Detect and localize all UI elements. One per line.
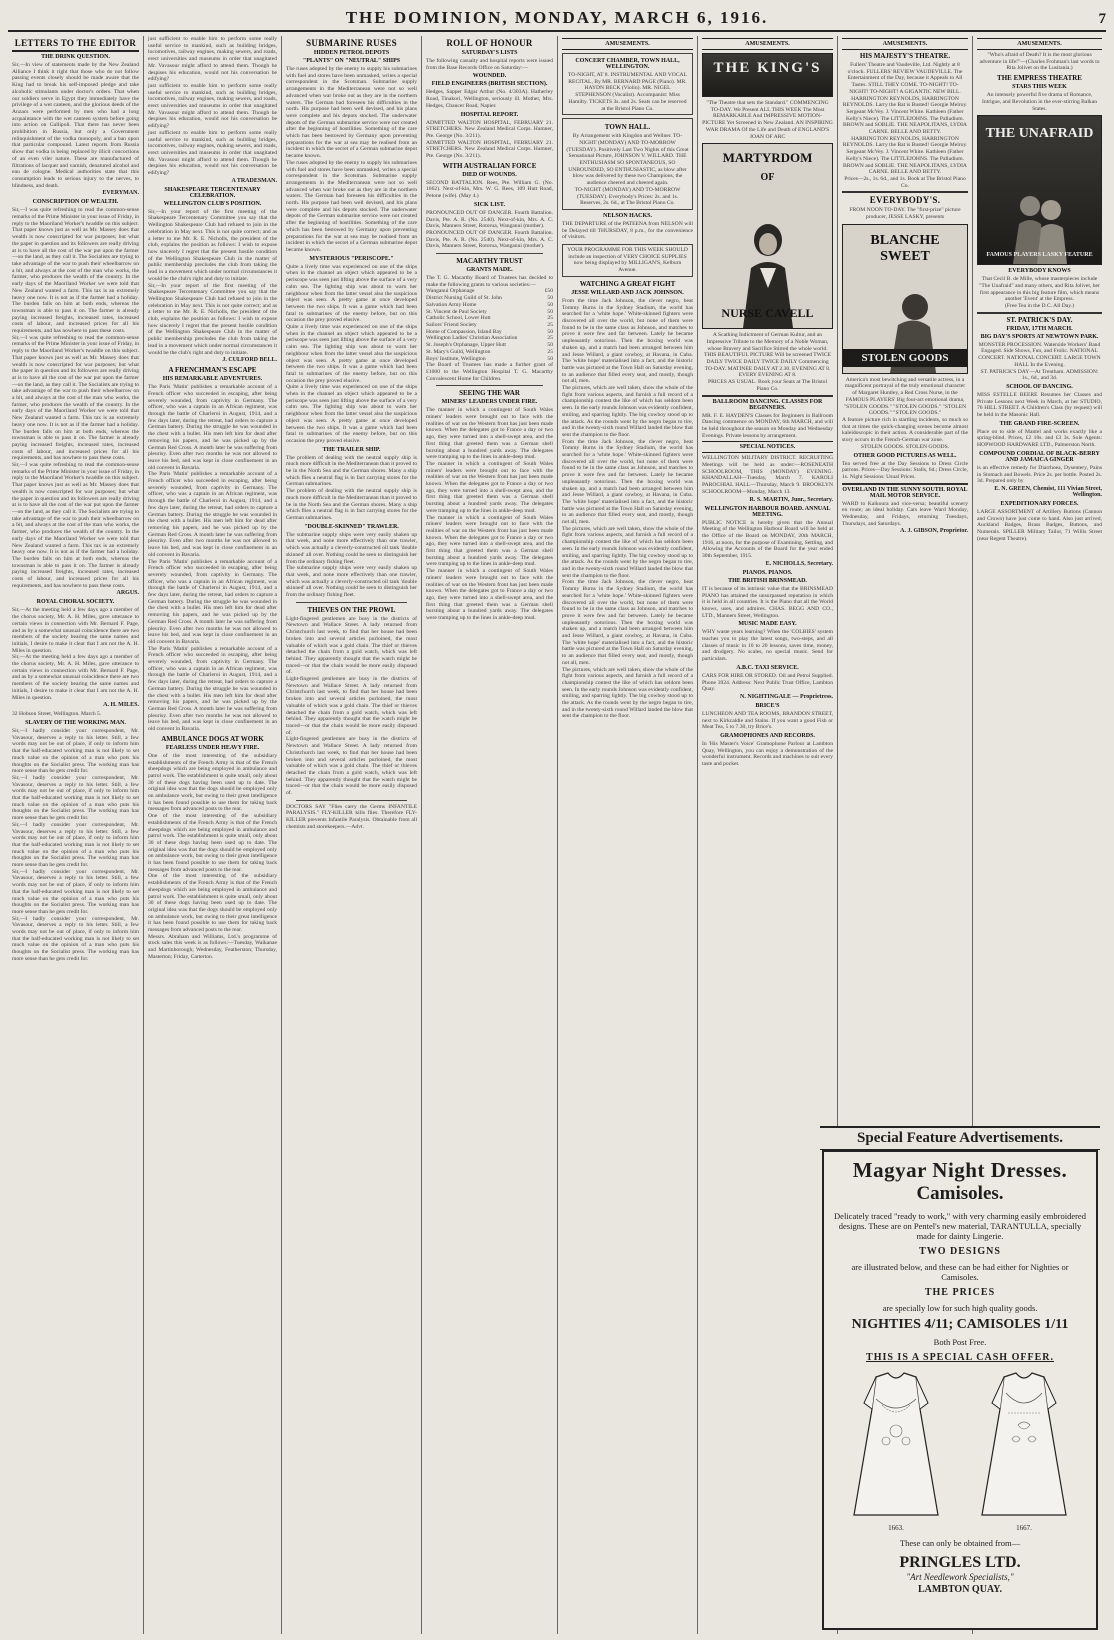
article-subheading: MINERS' LEADERS UNDER FIRE. bbox=[441, 399, 538, 406]
ad-text: America's most bewitching and versatile actress, in a magnificent portrayal of the truly emotional character of Margaret Huntley, a Red Cross Nurse, in the FAMOUS PLAYERS' Big four-act emotional drama, bbox=[844, 376, 966, 403]
ad-text: HARRINGTON REYNOLDS, HARRINGTON REYNOLDS. Larry the Bat is Busted! Georgie Melroy. Sergeant McVey. J. Vincent White. Kathleen (Father Kelly's Niece). The LITTLEJOHNS. The Palladium. BROWN and SOBLIE. THE NEAPOLITANS, LYDIA CARNE. BELLE AND BETTY. bbox=[842, 135, 968, 176]
masthead bbox=[8, 6, 1106, 32]
article-text: Sir,—At the meeting held a few days ago a member of the chorus society, Mr. A. H. Miles, gave utterance to certain views in connection with Mr. Bernard F. Page, and as by a somewhat unusual coincidence there are two members of the society bearing the same names and initials, I desire to make it clear that I am not the A. H. Miles in question. bbox=[12, 607, 139, 654]
article-text: Hedges, Sapper Edgar Arthur (No. 4/303A). Hatherley Road, Tinakori, Wellington, seriously ill. Mother, Mrs. Hedges, Chaucer Road, Napier. bbox=[426, 89, 553, 109]
ad-text: A feature picture rich in startling incidents, so much so that at times the quick-changing scenes become almost kaleidoscopic in their action. A considerable part of the story occurs in the French-German war zone. bbox=[842, 416, 968, 444]
article-text: Sir,—I was quite refreshing to read the common-sense remarks of the Prime Minister in your issue of Friday, in reply to the Maoriland Worker's twaddle on this subject. That paper knows just as well as Mr. Massey does that wealth is now conscripted for war purposes; but what the paper in question and its followers are really driving at is to have all the cost of the war put upon the farmer—on the land, as they call it. The Socialists are trying to take advantage of the war to push their wheelbarrow on a bit, and always at the cost of the man who works, the farmer, who produces the wealth of the country. In the early days of the Maoriland Worker we were told that New Zealand wanted a farm. This tax is an extremely heavy one now. It is not as if the farmer had a holiday. The burden falls on him at both ends, whereas the townsman is able to pass it on. The farmer is already paying increased freights, increased rates, increased costs of labour, and increased prices for all his requirements, and has nowhere to pass these costs. bbox=[12, 462, 139, 589]
article-text: From the time Jack Johnson, the clever negro, beat Tommy Burns in the Sydney Stadium, the world has searched for a 'white hope.' White-skinned fighters were discovered all over the world, but none of them were found to be in the same class as Johnson, and matches to prove it were few and far between. Lately he became unpleasantly notorious. Then the boxing world was shaken up, and a match had been arranged between him and Jesse Willard, a giant cowboy, at Havana, in Cuba. The 'white hope' materialised into a fact, and the historic battle was pictured at the Town Hall on Saturday evening, to an audience that filled every seat, and mostly, though not all, men. bbox=[562, 438, 693, 526]
grants-list bbox=[426, 288, 553, 362]
advertisement-text: DOCTORS SAY "Flies carry the Germs INFANTILE PARALYSIS." FLY-KILLER kills flies. Therefore FLY-KILLER prevents Infantile Paralysis. Obtainable from all chemists and storekeepers.—Advt. bbox=[286, 803, 417, 830]
article-text: ADMITTED WALTON HOSPITAL, FEBRUARY 21. STRETCHERS. New Zealand Medical Corps. Hamner, Pte. George (No. 3/211). bbox=[426, 119, 553, 139]
article-text: From the time Jack Johnson, the clever negro, beat Tommy Burns in the Sydney Stadium, the world has searched for a 'white hope.' White-skinned fighters were discovered all over the world, but none of them were found to be in the same class as Johnson, and matches to prove it were few and far between. Lately he became unpleasantly notorious. Then the boxing world was shaken up, and a match had been arranged between him and Jesse Willard, a giant cowboy, at Havana, in Cuba. The 'white hope' materialised into a fact, and the historic battle was pictured at the Town Hall on Saturday evening, to an audience that filled every seat, and mostly, though not all, men. bbox=[562, 297, 693, 385]
article-subheading: FIELD ENGINEERS (BRITISH SECTION). bbox=[431, 81, 548, 88]
article-text: Sir,—In your report of the first meeting of the Shakespeare Tercentenary Committee you say that the Wellington Shakespeare Club had refused to join in the celebration in May next. This is not quite correct; and as a letter to me Mr. R. E. Nicholls, the president of the club, explains the position as follows: I wish to expose how sincerely I regret that the present hostile condition of the Wellington Shakespeare Club in the matter of public membership precludes the club from taking the lead in a movement which under normal circumstances it would be the club's right and duty to initiate. bbox=[148, 208, 277, 282]
article-heading: ROLL OF HONOUR bbox=[446, 38, 533, 48]
grant-amount: 25 bbox=[547, 321, 553, 328]
programme-advertisement bbox=[562, 244, 693, 277]
ad-text: An intensely powerful five drama of Romance, Intrigue, and Revolution in the ever-stirring Balkan States. bbox=[982, 92, 1097, 112]
article-text: Sir,—In your report of the first meeting of the Shakespeare Tercentenary Committee you say that the Wellington Shakespeare Club had refused to join in the celebration in May next. This is not quite correct; and as a letter to me Mr. R. E. Nicholls, the president of the club, explains the position as follows: I wish to expose how sincerely I regret that the present hostile condition of the Wellington Shakespeare Club in the matter of public membership precludes the club from taking the lead in a movement which under normal circumstances it would be the club's right and duty to initiate. bbox=[148, 282, 277, 356]
poster-title: NURSE CAVELL bbox=[721, 306, 814, 321]
article-text: Light-fingered gentlemen are busy in the districts of Newtown and Wallace Street. A lady returned from Christchurch last week, to find that her house had been broken into and several articles purloined, the most valuable of which was a gold chain. The thief or thieves detached the chain from a gold watch, which was left behind. They apparently thought that the watch might be traced—or that the chain would be more easily disposed of. bbox=[286, 676, 417, 736]
divider bbox=[296, 800, 407, 801]
article-subheading: "DOUBLE-SKINNED" TRAWLER. bbox=[304, 523, 399, 530]
article-heading: SEEING THE WAR bbox=[459, 389, 520, 398]
ad-heading: ST. PATRICK'S DAY. bbox=[1006, 315, 1073, 324]
article-text: Sir,—I was quite refreshing to read the common-sense remarks of the Prime Minister in your issue of Friday, in reply to the Maoriland Worker's twaddle on this subject. That paper knows just as well as Mr. Massey does that wealth is now conscripted for war purposes; but what the paper in question and its followers are really driving at is to have all the cost of the war put upon the farmer—on the land, as they call it. The Socialists are trying to take advantage of the war to push their wheelbarrow on a bit, and always at the cost of the man who works, the farmer, who produces the wealth of the country. In the early days of the Maoriland Worker we were told that New Zealand wanted a farm. This tax is an extremely heavy one now. It is not as if the farmer had a holiday. The burden falls on him at both ends, whereas the townsman is able to pass it on. The farmer is already paying increased freights, increased rates, increased costs of labour, and increased prices for all his requirements, and has nowhere to pass these costs. bbox=[12, 207, 139, 335]
grant-row bbox=[426, 309, 553, 316]
section-heading: LETTERS TO THE EDITOR bbox=[12, 38, 139, 52]
ad-text: In 'His Master's Voice' Gramophone Parlour at Lambton Quay, Wellington, you can enjoy a demonstration of the wonderful instrument. Records and machines to suit every taste and pocket. bbox=[702, 741, 833, 768]
ad-text: TO-NIGHT (MONDAY) AND TO-MORROW (TUESDAY). Everybody's Prices: 2s. and 1s. Reserves, 2s. 6d., at The Bristol Piano Co. bbox=[574, 186, 681, 207]
article-subheading: DIED OF WOUNDS. bbox=[462, 171, 517, 178]
ad-heading: EVERYBODY'S. bbox=[869, 195, 941, 206]
ad-title: Magyar Night Dresses. bbox=[852, 1158, 1068, 1182]
grant-amount: 25 bbox=[547, 348, 553, 355]
notice-text: WELLINGTON MILITARY DISTRICT. RECRUITING Meetings will be held as under:—ROSENEATH SCHOOLROOM, THIS (MONDAY) EVENING. KHANDALLAH—Tuesday, March 7. KAROLI PAROCHIAL HALL—Thursday, March 9. BROOKLYN SCHOOLROOM—Monday, March 13. bbox=[702, 455, 833, 495]
notice-text: PUBLIC NOTICE is hereby given that the Annual Meeting of the Wellington Harbour Board will be held at the Office of the Board on MONDAY, 20th MARCH, 1916, at noon, for the purpose of Examining, Settling, and Allowing the Accounts of the Board for the year ended 30th September, 1915. bbox=[702, 519, 833, 560]
grant-recipient: District Nursing Guild of St. John bbox=[426, 295, 502, 302]
divider bbox=[436, 253, 543, 254]
article-text: Sir,—In view of statements made by the New Zealand Alliance I think it right that those who do not follow passing events closely should be made aware that the King had to break his self-imposed pledge and take alcoholic stimulants under doctor's orders. That when our soldiers serve in Egypt they immediately have the privilege of a wet canteen, and the glorious deeds of the Anzacs were performed by men who had a long acquaintance with the wet canteen system before going into action on Gallipoli. That there has never been prohibition in Russia, but only a Government relinquishment of the vodka monopoly, and a ban upon that particular compound. Latest reports from Russia show that vodka is being replaced by illicit concoctions of an even viler nature. These are manufactured of filtrations of lacquer and varnish, denatured alcohol and eau de cologne. Medical authorities state that this consumption leads to serious injury to the nerves, to blindness, and death. bbox=[12, 62, 139, 189]
ad-signature: A. J. GIBSON, Proprietor. bbox=[900, 528, 968, 535]
grant-amount: 50 bbox=[547, 308, 553, 315]
poster-title: THE UNAFRAID bbox=[985, 126, 1094, 142]
ad-subheading: BIG DAY'S SPORTS AT NEWTOWN PARK. bbox=[980, 333, 1099, 340]
article-text: The T. G. Macarthy Board of Trustees has decided to make the following grants to various societies:— bbox=[426, 275, 553, 288]
ad-heading: THE GRAND FIRE-SCREEN. bbox=[999, 420, 1080, 427]
grant-row bbox=[426, 335, 553, 342]
ad-body: Both Post Free. bbox=[933, 1337, 987, 1347]
kings-theatre-banner bbox=[702, 53, 833, 97]
ad-text: HARRINGTON REYNOLDS, HARRINGTON REYNOLDS. Larry the Bat is Busted! Georgie Melroy. Sergeant McVey. J. Vincent White. Kathleen (Father Kelly's Niece). The LITTLEJOHNS. The Palladium. BROWN and SOBLIE. THE NEAPOLITANS, LYDIA CARNE. BELLE AND BETTY. bbox=[842, 95, 968, 136]
ad-price-line: NIGHTIES 4/11; CAMISOLES 1/11 bbox=[851, 1317, 1069, 1332]
ad-heading: OTHER GOOD PICTURES AS WELL. bbox=[853, 452, 957, 459]
ad-text: THIS BEAUTIFUL PICTURE Will be screened TWICE DAILY TWICE DAILY TWICE DAILY Commencing TO-DAY. MATINEE DAILY AT 2.30. EVENING AT 8. EVERY EVENING AT 8. bbox=[703, 352, 832, 379]
grant-row bbox=[426, 342, 553, 349]
ad-subheading: STARS THIS WEEK bbox=[1012, 84, 1067, 91]
article-heading: MACARTHY TRUST bbox=[456, 257, 523, 266]
article-text: One of the most interesting of the subsidiary establishments of the French Army is that of the French sheepdogs which are being employed in ambulance and patrol work. The establishment is quite small, only about 30 of these dogs having been used up to date. The original idea was that the dogs should be employed only on ambulance work, but owing to their great intelligence it has been found possible to use them for taking back messages from advanced posts to the rear. bbox=[148, 752, 277, 813]
ad-text: THE DEPARTURE of the PATEENA from NELSON will be Delayed till THURSDAY, 8 p.m., for the convenience of visitors. bbox=[562, 220, 693, 241]
divider bbox=[842, 483, 968, 485]
article-text: Quite a lively time was experienced on one of the ships when in the channel an object which appeared to be a periscope was seen just lifting above the surface of a very calm sea. The lighting ship was about to warn her neighbour when from the latter vessel also the suspicious object was seen. A pretty game at once developed between the two ships. It was a game which had been fatal to submarines of the enemy before, but on this occasion the prey proved elusive. bbox=[286, 263, 417, 324]
divider bbox=[702, 395, 833, 397]
article-address: 32 Hobson Street, Wellington. March 5. bbox=[12, 711, 102, 718]
article-text: One of the most interesting of the subsidiary establishments of the French Army is that of the French sheepdogs which are being employed in ambulance and patrol work. The establishment is quite small, only about 30 of these dogs having been used up to date. The original idea was that the dogs should be employed only on ambulance work, but owing to their great intelligence it has been found possible to use them for taking back messages from advanced posts to the rear. bbox=[148, 813, 277, 873]
article-subheading: MYSTERIOUS "PERISCOPE." bbox=[309, 255, 394, 262]
article-signature: ARGUS. bbox=[116, 590, 139, 597]
grant-amount: 25 bbox=[547, 335, 553, 342]
ad-heading: SCHOOL OF DANCING. bbox=[1006, 383, 1073, 390]
ad-heading: GRAMOPHONES AND RECORDS. bbox=[720, 733, 815, 740]
grant-recipient: Salvation Army Home bbox=[426, 301, 477, 308]
ad-heading: MUSIC MADE EASY. bbox=[738, 621, 797, 628]
article-subheading: HIDDEN PETROL DEPOTS bbox=[313, 50, 390, 56]
grant-amount: 50 bbox=[547, 328, 553, 335]
grant-row bbox=[426, 315, 553, 322]
ad-text: is an effective remedy for Diarrhoea, Dysentery, Pains in Stomach and Bowels. Price 2s. per bottle. Posted 2s. 3d. Prepared only by bbox=[977, 464, 1102, 485]
concert-advertisement bbox=[562, 53, 693, 115]
notice-signature: E. NICHOLLS, Secretary. bbox=[765, 560, 833, 567]
nightdress-illustration bbox=[846, 1369, 946, 1519]
section-label: AMUSEMENTS. bbox=[977, 38, 1102, 50]
poster-title: MARTYRDOM bbox=[722, 150, 813, 166]
article-text: From the time Jack Johnson, the clever negro, beat Tommy Burns in the Sydney Stadium, the world has searched for a 'white hope.' White-skinned fighters were discovered all over the world, but none of them were found to be in the same class as Johnson, and matches to prove it were few and far between. Lately he became unpleasantly notorious. Then the boxing world was shaken up, and a match had been arranged between him and Jesse Willard, a giant cowboy, at Havana, in Cuba. The 'white hope' materialised into a fact, and the historic battle was pictured at the Town Hall on Saturday evening, to an audience that filled every seat, and mostly, though not all, men. bbox=[562, 579, 693, 666]
ad-subheading: FRIDAY, 17TH MARCH. bbox=[1006, 325, 1073, 332]
ad-text: ST. PATRICK'S DAY—At Trentham. ADMISSION: 1s., 6d., and 3d. bbox=[980, 368, 1099, 382]
ad-subheading: THE BRITISH BRINSMEAD. bbox=[728, 577, 807, 584]
ad-heading: COMPOUND CORDIAL OF BLACK-BERRY AND JAMAICA GINGER bbox=[979, 450, 1100, 463]
ad-section-heading: THE PRICES bbox=[924, 1287, 996, 1298]
section-label: AMUSEMENTS. bbox=[562, 38, 693, 50]
gown-design-2 bbox=[974, 1369, 1074, 1532]
article-text: just sufficient to enable him to perform some really useful service to mankind, such as building bridges, locomotives, railway engines, making sewers, and roads, erect universities and museums in order that unagitated Mr. Vavasour might afford to attend them. Though he despises his education, would not his conversation be edifying? bbox=[148, 129, 277, 177]
article-text: The manner in which a contingent of South Wales miners' leaders were brought out to face with the realities of war on the Western front has just been made known. When the delegates got to France a day or two ago, they were turned into a shell-swept area, and the first thing that greeted them was a German shell bursting about a hundred yards away. The delegates were tramping up to the lines in ankle-deep mud. bbox=[426, 514, 553, 568]
column-6 bbox=[698, 36, 838, 1634]
ad-body: Delicately traced "ready to work," with very charming easily embroidered designs. These are on Pentel's new material, TARANTULLA, specially made for dainty Lingerie. bbox=[834, 1211, 1086, 1241]
grant-row bbox=[426, 322, 553, 329]
article-text: The manner in which a contingent of South Wales miners' leaders were brought out to face with the realities of war on the Western front has just been made known. When the delegates got to France a day or two ago, they were turned into a shell-swept area, and the first thing that greeted them was a German shell bursting about a hundred yards away. The delegates were tramping up to the lines in ankle-deep mud. bbox=[426, 460, 553, 514]
article-text: The manner in which a contingent of South Wales miners' leaders were brought out to face with the realities of war on the Western front has just been made known. When the delegates got to France a day or two ago, they were turned into a shell-swept area, and the first thing that greeted them was a German shell bursting about a hundred yards away. The delegates were tramping up to the lines in ankle-deep mud. bbox=[426, 407, 553, 461]
article-text: SECOND BATTALION. Rees, Pte. William G. (No. 1662). Next-of-kin, Mrs. W. G. Rees, 109 Hutt Road, Petone (wife). (May 4.) bbox=[426, 179, 553, 200]
article-text: Quite a lively time was experienced on one of the ships when in the channel an object which appeared to be a periscope was seen just lifting above the surface of a very calm sea. The lighting ship was about to warn her neighbour when from the latter vessel also the suspicious object was seen. A pretty game at once developed between the two ships. It was a game which had been fatal to submarines of the enemy before, but on this occasion the prey proved elusive. bbox=[286, 384, 417, 444]
article-heading: SLAVERY OF THE WORKING MAN. bbox=[25, 719, 126, 726]
page-number: 7 bbox=[1098, 11, 1106, 27]
grant-recipient: St. Vincent de Paul Society bbox=[426, 308, 487, 315]
ad-text: Place on to side of Mantel and works exactly like a spring-blind. Prices, £2 10s. and £3 3s. Sole Agents: HOPWOOD HARDWARE LTD., Palmerston North. bbox=[977, 428, 1102, 449]
article-subheading: FEARLESS UNDER HEAVY FIRE. bbox=[165, 744, 260, 751]
article-text: Sir,—I hadly consider your correspondent, Mr. Vavasour, deserves a reply to his letter. Still, a few words may not be out of place, if only to inform him that the half-educated working man is not likely to set much value on the opinion of a man who puts his thoughts on the Socialist press. The working man has more sense than he gets credit for. bbox=[12, 915, 139, 962]
article-subheading: WELLINGTON CLUB'S POSITION. bbox=[163, 200, 262, 207]
feature-title-text: Special Feature Advertisements. bbox=[857, 1130, 1063, 1146]
article-text: just sufficient to enable him to perform some really useful service to mankind, such as building bridges, locomotives, railway engines, making sewers, and roads, erect universities and museums in order that unagitated Mr. Vavasour might afford to attend them. Though he despises his education, would not his conversation be edifying? bbox=[148, 36, 277, 83]
article-text: The Paris 'Matin' publishes a remarkable account of a French officer who succeeded in escaping, after being severely wounded, from captivity in Germany. The officer, who was a captain in an African regiment, was through the battle of Charleroi in August, 1914, and a few days later, during the retreat, had orders to capture a German battery. During the struggle he was wounded in the chest with a bullet. His men left him for dead after removing his papers, and he was picked up by the German Red Cross. A month later he was suffering from pleurisy. Even after two months he was not allowed to leave his bed, and was kept in close confinement in an old convent in Bavaria. bbox=[148, 384, 277, 471]
poster-title: BLANCHE SWEET bbox=[870, 232, 940, 264]
grant-recipient: St. Mary's Guild, Wellington bbox=[426, 348, 491, 355]
ad-text: WARD to Kaikoura and vice-versa; beautiful scenery en route; an ideal holiday. Cars leave Ward Monday, Wednesday, and Fridays, returning Tuesdays, Thursdays, and Saturdays. bbox=[842, 500, 968, 527]
ad-section-heading: TWO DESIGNS bbox=[919, 1246, 1001, 1257]
article-subheading: HIS REMARKABLE ADVENTURES. bbox=[162, 376, 263, 383]
article-text: PRONOUNCED OUT OF DANGER. Fourth Battalion. Davis, Pte. A. R. (No. 2540). Next-of-kin, Mrs. A. C. Davis, Manners Street, Rotorua, Wanganui (mother). bbox=[426, 209, 553, 230]
ad-text: PRICES AS USUAL. Book your Seats at The Bristol Piano Co. bbox=[707, 379, 828, 392]
ad-text: IT is because of its intrinsic value that the BRINSMEAD PIANO has attained the unsurpassed reputation in which it is held in all countries. It is the Piano that all the World knows, uses, and admires. CHAS. BEGG AND CO., LTD., Manners Street, Wellington. bbox=[702, 585, 833, 619]
design-number: 1663. bbox=[888, 1524, 904, 1532]
ad-text: MONSTER PROCESSION. Waterside Workers' Band Engaged. Side Shows, Fun, and Frolic. NATIONAL CONCERT. NATIONAL CONCERT. LARGE TOWN HALL In the Evening. bbox=[978, 341, 1101, 368]
notice-heading: WELLINGTON HARBOUR BOARD. ANNUAL MEETING. bbox=[704, 505, 831, 518]
article-text: The Paris 'Matin' publishes a remarkable account of a French officer who succeeded in escaping, after being severely wounded, from captivity in Germany. The officer, who was a captain in an African regiment, was through the battle of Charleroi in August, 1914, and a few days later, during the retreat, had orders to capture a German battery. During the struggle he was wounded in the chest with a bullet. His men left him for dead after removing his papers, and he was picked up by the German Red Cross. A month later he was suffering from pleurisy. Even after two months he was not allowed to leave his bed, and was kept in close confinement in an old convent in Bavaria. bbox=[148, 471, 277, 558]
grant-amount: 25 bbox=[547, 315, 553, 322]
ad-heading: BALLROOM DANCING. CLASSES FOR BEGINNERS. bbox=[712, 398, 823, 411]
poster-title: STOLEN GOODS bbox=[843, 349, 967, 367]
magyar-night-dresses-ad bbox=[822, 1150, 1098, 1630]
article-heading: AMBULANCE DOGS AT WORK bbox=[161, 734, 264, 743]
article-heading: ROYAL CHORAL SOCIETY. bbox=[36, 599, 115, 606]
feature-section-title bbox=[820, 1126, 1100, 1150]
ad-body: are illustrated below, and these can be had either for Nighties or Camisoles. bbox=[851, 1262, 1069, 1282]
ad-text: (Free Tea in the D.C. All Day.) bbox=[1005, 303, 1074, 310]
article-heading: SHAKESPEARE TERCENTENARY CELEBRATION. bbox=[164, 186, 261, 199]
section-label: AMUSEMENTS. bbox=[842, 38, 968, 50]
masthead-title: THE DOMINION, MONDAY, MARCH 6, 1916. bbox=[345, 8, 769, 27]
article-heading: CONSCRIPTION OF WEALTH. bbox=[32, 199, 119, 206]
divider bbox=[296, 602, 407, 603]
article-text: The Paris 'Matin' publishes a remarkable account of a French officer who succeeded in escaping, after being severely wounded, from captivity in Germany. The officer, who was a captain in an African regiment, was through the battle of Charleroi in August, 1914, and a few days later, during the retreat, had orders to capture a German battery. During the struggle he was wounded in the chest with a bullet. His men left him for dead after removing his papers, and he was picked up by the German Red Cross. A month later he was suffering from pleurisy. Even after two months he was not allowed to leave his bed, and was kept in close confinement in an old convent in Bavaria. bbox=[148, 645, 277, 733]
ad-text: Fullers' Theatre and Vaudeville, Ltd. Nightly at 8 o'clock. FULLERS' REVIEW VAUDEVILLE. The Entertainment of the Day, because it Appeals to All Tastes. STILL THEY COME. TO-NIGHT! TO-NIGHT! TO-NIGHT! A GIGANTIC NEW BILL. bbox=[847, 62, 963, 95]
ad-text: "STOLEN GOODS." "STOLEN GOODS." "STOLEN GOODS." "STOLEN GOODS." bbox=[843, 403, 967, 417]
article-signature: A. H. MILES. bbox=[103, 702, 139, 709]
ad-heading: NELSON HACKS. bbox=[602, 212, 652, 219]
grant-row bbox=[426, 329, 553, 336]
grant-row bbox=[426, 349, 553, 356]
article-signature: J. CULFORD BELL. bbox=[222, 357, 277, 364]
ad-text: By Arrangement with Kingdon and Wellner. TO-NIGHT (MONDAY) AND TO-MORROW (TUESDAY). Positively Last Two Nights of this Great Sensational Picture, JOHNSON V. WILLARD. THE ENTHUSIASM SO SPONTANEOUS, SO UNBOUNDED, SO ENTHUSIASTIC, as blow after blow was delivered by these two Champions, the audience cheered and cheered again. bbox=[566, 133, 689, 187]
article-text: PRONOUNCED OUT OF DANGER. Fourth Battalion. Davis, Pte. A. R. (No. 2540). Next-of-kin, Mrs. A. C. Davis, Manners Street, Rotorua, Wanganui (mother). bbox=[426, 229, 553, 250]
article-text: The Paris 'Matin' publishes a remarkable account of a French officer who succeeded in escaping, after being severely wounded, from captivity in Germany. The officer, who was a captain in an African regiment, was through the battle of Charleroi in August, 1914, and a few days later, during the retreat, had orders to capture a German battery. During the struggle he was wounded in the chest with a bullet. His men left him for dead after removing his papers, and he was picked up by the German Red Cross. A month later he was suffering from pleurisy. Even after two months he was not allowed to leave his bed, and was kept in close confinement in an old convent in Bavaria. bbox=[148, 558, 277, 645]
article-text: The Board of Trustees has made a further grant of £1000 to the Wellington Hospital T. G. Macarthy Convalescent Home for Children. bbox=[426, 362, 553, 382]
article-text: The following casualty and hospital reports were issued from the Base Records Office on Saturday:— bbox=[426, 58, 553, 71]
divider bbox=[842, 191, 968, 193]
article-text: The manner in which a contingent of South Wales miners' leaders were brought out to face with the realities of war on the Western front has just been made known. When the delegates got to France a day or two ago, they were turned into a shell-swept area, and the first thing that greeted them was a German shell bursting about a hundred yards away. The delegates were tramping up to the lines in ankle-deep mud. bbox=[426, 568, 553, 622]
article-text: Sir,—I hadly consider your correspondent, Mr. Vavasour, deserves a reply to his letter. Still, a few words may not be out of place, if only to inform him that the half-educated working man is not likely to set much value on the opinion of a man who puts his thoughts on the Socialist press. The working man has more sense than he gets credit for. bbox=[12, 868, 139, 915]
grant-amount: 50 bbox=[547, 342, 553, 349]
section-label: SPECIAL NOTICES. bbox=[702, 441, 833, 453]
article-text: just sufficient to enable him to perform some really useful service to mankind, such as building bridges, locomotives, railway engines, making sewers, and roads, erect universities and museums in order that unagitated Mr. Vavasour might afford to attend them. Though he despises his education, would not his conversation be edifying? bbox=[148, 82, 277, 130]
ad-text: WHY waste years learning? When the 'COLBIES' system teaches you to play the latest songs, two-steps, and all classes of music in 10 to 20 lessons, saves time, money, and drudgery. No scales, no special music. Send for particulars. bbox=[702, 629, 833, 663]
article-text: The problem of dealing with the neutral supply ship is much more difficult in the Mediterranean than it proved to be in the North Sea and the German shores. Many a ship which flies a neutral flag is in fact carrying stores for the German submarines. bbox=[286, 488, 417, 521]
divider bbox=[977, 312, 1102, 314]
the-unafraid-poster bbox=[977, 115, 1102, 265]
ad-text: LUNCHEON AND TEA ROOMS, BRANDON STREET, next to Kirkcaldie and Stains. If you want a good Fish or Meat Tea, 5 to 7.30, try Brice's. bbox=[702, 710, 833, 731]
notice-signature: R. S. MARTIN, Junr., Secretary. bbox=[749, 496, 833, 503]
grant-recipient: Wanganui Orphanage bbox=[426, 288, 475, 295]
ad-text: "Who's afraid of Death? It is the most glorious adventure in life!"—(Charles Frohman's last words to Rita Jolivet on the Lusitania.) bbox=[979, 52, 1100, 72]
article-heading: THE DRINK QUESTION. bbox=[41, 54, 110, 60]
article-heading: WATCHING A GREAT FIGHT bbox=[579, 279, 676, 288]
grant-recipient: Boys' Institute, Wellington bbox=[426, 355, 486, 362]
ad-heading: THE EMPRESS THEATRE bbox=[997, 74, 1082, 83]
article-text: ADMITTED WALTON HOSPITAL, FEBRUARY 21. STRETCHERS. New Zealand Medical Corps. Hamner, Pte. George (No. 3/211). bbox=[426, 139, 553, 160]
article-text: One of the most interesting of the subsidiary establishments of the French Army is that of the French sheepdogs which are being employed in ambulance and patrol work. The establishment is quite small, only about 30 of these dogs having been used up to date. The original idea was that the dogs should be employed only on ambulance work, but owing to their great intelligence it has been found possible to use them for taking back messages from advanced posts to the rear. bbox=[148, 873, 277, 934]
ad-body: are specially low for such high quality goods. bbox=[882, 1303, 1038, 1313]
grant-row bbox=[426, 302, 553, 309]
gown-design-1 bbox=[846, 1369, 946, 1532]
article-subheading: HOSPITAL REPORT. bbox=[460, 111, 519, 118]
column-1 bbox=[8, 36, 144, 1634]
ad-text: That Cecil B. de Mille, whose masterpieces include "The Unafraid" and many others, and Rita Jolivet, her first appearance in this big feature film, which means another 'Event' at the Empress. bbox=[979, 276, 1100, 303]
ad-heading: HIS MAJESTY'S THEATRE. bbox=[859, 52, 951, 60]
ad-heading: A.B.C. TAXI SERVICE. bbox=[736, 664, 799, 671]
article-subheading: SICK LIST. bbox=[474, 201, 505, 208]
shop-tagline: "Art Needlework Specialists," bbox=[906, 1572, 1014, 1582]
article-text: Sir,—I hadly consider your correspondent, Mr. Vavasour, deserves a reply to his letter. Still, a few words may not be out of place, if only to inform him that the half-educated working man is not likely to set much value on the opinion of a man who puts his thoughts on the Socialist press. The working man has more sense than he gets credit for. bbox=[12, 821, 139, 869]
ad-text: "The Theatre that sets the Standard." COMMENCING TO-DAY. We Present ALL THIS WEEK The Most REMARKABLE And IMPRESSIVE MOTION-PICTURE Yet Screened in New Zealand. AN INSPIRING WAR DRAMA Of the Life and Death of ENGLAND'S JOAN OF ARC bbox=[702, 100, 833, 140]
article-subheading: "PLANTS" ON "NEUTRAL" SHIPS bbox=[302, 58, 401, 64]
ad-text: FROM NOON TO-DAY. The "first-prize" picture producer, JESSE LASKY, presents bbox=[849, 207, 961, 221]
ad-heading: TOWN HALL. bbox=[604, 123, 651, 132]
article-text: The ruses adopted by the enemy to supply his submarines with fuel and stores have been unmasked, writes a special correspondent in the Scotsman. Submarine supply arrangements in the Mediterranean were not so well advanced when war broke out as they are in the northern waters. The German had foreseen his difficulties in the north. His purpose had been well devised, and his plans were complete and his depots stocked. The underwater depots of the German submarine service were not created after the beginning of hostilities. Something of the care which has been bestowed by Germany upon preventing preparations for the war at sea may be realised from an incident in which the secret of a German submarine depot became known. bbox=[286, 66, 417, 160]
ad-heading: EVERYBODY KNOWS bbox=[1008, 268, 1071, 275]
ad-body: These can only be obtained from— bbox=[899, 1538, 1021, 1548]
article-text: Sir,—I hadly consider your correspondent, Mr. Vavasour, deserves a reply to his letter. Still, a few words may not be out of place, if only to inform him that the half-educated working man is not likely to set much value on the opinion of a man who puts his thoughts on the Socialist press. The working man has more sense than he gets credit for. bbox=[12, 774, 139, 822]
poster-title: OF bbox=[760, 172, 775, 184]
gown-illustrations bbox=[832, 1369, 1088, 1532]
article-subheading: THE TRAILER SHIP. bbox=[322, 446, 381, 453]
grant-row bbox=[426, 295, 553, 302]
grant-amount: 50 bbox=[547, 301, 553, 308]
grant-amount: 50 bbox=[547, 295, 553, 302]
article-text: Light-fingered gentlemen are busy in the districts of Newtown and Wallace Street. A lady returned from Christchurch last week, to find that her house had been broken into and several articles purloined, the most valuable of which was a gold chain. The thief or thieves detached the chain from a gold watch, which was left behind. They apparently thought that the watch might be traced—or that the chain would be more easily disposed of. bbox=[286, 736, 417, 797]
ad-subtitle: Camisoles. bbox=[916, 1183, 1004, 1204]
ad-heading: BRICE'S bbox=[755, 702, 780, 709]
grant-recipient: Wellington Ladies' Christian Association bbox=[426, 335, 518, 342]
banner-title: THE KING'S bbox=[713, 60, 822, 76]
ad-text: Tea served free at the Day Sessions to Dress Circle patrons. Prices—Day Sessions: Stalls, 6d.; Dress Circle, 1s. Night Sessions: Usual Prices. bbox=[842, 460, 968, 480]
article-heading: A FRENCHMAN'S ESCAPE bbox=[168, 366, 257, 375]
article-text: Sir,—I hadly consider your correspondent, Mr. Vavasour, deserves a reply to his letter. Still, a few words may not be out of place, if only to inform him that the half-educated working man is not likely to set much value on the opinion of a man who puts his thoughts on the Socialist press. The working man has more sense than he gets credit for. bbox=[12, 727, 139, 775]
article-heading: SUBMARINE RUSES bbox=[306, 38, 397, 48]
article-subheading: SATURDAY'S LISTS bbox=[461, 50, 518, 56]
article-text: Sir,—I was quite refreshing to read the common-sense remarks of the Prime Minister in your issue of Friday, in reply to the Maoriland Worker's twaddle on this subject. That paper knows just as well as Mr. Massey does that wealth is now conscripted for war purposes; but what the paper in question and its followers are really driving at is to have all the cost of the war put upon the farmer—on the land, as they call it. The Socialists are trying to take advantage of the war to push their wheelbarrow on a bit, and always at the cost of the man who works, the farmer, who produces the wealth of the country. In the early days of the Maoriland Worker we were told that New Zealand wanted a farm. This tax is an extremely heavy one now. It is not as if the farmer had a holiday. The burden falls on him at both ends, whereas the townsman is able to pass it on. The farmer is already paying increased freights, increased rates, increased costs of labour, and increased prices for all his requirements, and has nowhere to pass these costs. bbox=[12, 334, 139, 462]
grant-recipient: St. Joseph's Orphanage, Upper Hutt bbox=[426, 342, 506, 349]
ad-signature: E. N. GREEN, Chemist, 111 Vivian Street, Wellington. bbox=[994, 485, 1102, 498]
shop-address: LAMBTON QUAY. bbox=[917, 1584, 1003, 1595]
ad-text: TO-NIGHT, AT 8. INSTRUMENTAL AND VOCAL RECITAL, By MR. BERNARD PAGE (Piano). MR. HAYDN BECK (Violin). MR. NIGEL STEPHENSON (Vocalist). Accompanist: Miss Hamilty. TICKETS 3s. and 2s. Seats can be reserved at the Bristol Piano Co. bbox=[567, 72, 688, 112]
article-text: Light-fingered gentlemen are busy in the districts of Newtown and Wallace Street. A lady returned from Christchurch last week, to find that her house had been broken into and several articles purloined, the most valuable of which was a gold chain. The thief or thieves detached the chain from a gold watch, which was left behind. They apparently thought that the watch might be traced—or that the chain would be more easily disposed of. bbox=[286, 615, 417, 676]
blanche-sweet-poster bbox=[842, 224, 968, 374]
ad-text: LARGE ASSORTMENT of Artillery Buttons (Cannon and Crown) have just come to hand. Also just arrived, Auckland Badges, Brass Badges, Buttons, and Numerals. SPILLER Military Tailor, 71 Willis Street (near Regent Theatre). bbox=[977, 508, 1102, 542]
ad-heading: EXPEDITIONARY FORCES. bbox=[1000, 500, 1079, 507]
article-text: The problem of dealing with the neutral supply ship is much more difficult in the Mediterranean than it proved to be in the North Sea and the German shores. Many a ship which flies a neutral flag is in fact carrying stores for the German submarines. bbox=[286, 454, 417, 488]
column-4 bbox=[422, 36, 558, 1634]
ad-heading: CONCERT CHAMBER, TOWN HALL, WELLINGTON. bbox=[575, 58, 680, 70]
article-text: The submarine supply ships were very easily shaken up that week, and none more effectively than one trawler, which was actually a cleverly-constructed oil tank 'double skinned' all over. Nothing could be seen to distinguish her from the ordinary fishing fleet. bbox=[286, 531, 417, 565]
article-subheading: GRANTS MADE. bbox=[466, 267, 513, 274]
article-signature: EVERYMAN. bbox=[102, 190, 139, 197]
article-text: The ruses adopted by the enemy to supply his submarines with fuel and stores have been unmasked, writes a special correspondent in the Scotsman. Submarine supply arrangements in the Mediterranean were not so well advanced when war broke out as they are in the northern waters. The German had foreseen his difficulties in the north. His purpose had been well devised, and his plans were complete and his depots stocked. The underwater depots of the German submarine service were not created after the beginning of hostilities. Something of the care which has been bestowed by Germany upon preventing preparations for the war at sea may be realised from an incident in which the secret of a German submarine depot became known. bbox=[286, 159, 417, 253]
ad-offer: THIS IS A SPECIAL CASH OFFER. bbox=[866, 1352, 1054, 1363]
article-signature: A TRADESMAN. bbox=[231, 177, 277, 184]
ad-text: STOLEN GOODS. STOLEN GOODS. bbox=[860, 443, 950, 450]
nurse-cavell-poster bbox=[702, 143, 833, 329]
column-2 bbox=[144, 36, 282, 1634]
article-subheading: JESSE WILLARD AND JACK JOHNSON. bbox=[571, 289, 684, 296]
article-text: The pictures, which are well taken, show the whole of the fight from various aspects, and furnish a full record of a championship contest the like of which has seldom been seen. In the early rounds Johnson was evidently confident, smiling, and sparring lightly. The big cowboy stood up to the attack. As the rounds went by the negro began to tire, and in the twenty-sixth round Willard landed the blow that sent the champion to the floor. bbox=[562, 525, 693, 579]
column-5 bbox=[558, 36, 698, 1634]
section-label: AMUSEMENTS. bbox=[702, 38, 833, 50]
article-text: The pictures, which are well taken, show the whole of the fight from various aspects, and furnish a full record of a championship contest the like of which has seldom been seen. In the early rounds Johnson was evidently confident, smiling, and sparring lightly. The big cowboy stood up to the attack. As the rounds went by the negro began to tire, and in the twenty-sixth round Willard landed the blow that sent the champion to the floor. bbox=[562, 385, 693, 438]
ad-text: MISS ESTELLE BEERE Resumes her Classes and Private Lessons next Week in March, at her STUDIO, 76 HILL STREET. A Children's Class (by request) will be held in the Masonic Hall. bbox=[977, 391, 1102, 419]
ad-text: CARS FOR HIRE OR STORED. Oil and Petrol Supplied. Phone 3924. Address: Next Public Trust Office, Lambton Quay. bbox=[702, 672, 833, 693]
article-heading: THIEVES ON THE PROWL bbox=[307, 605, 396, 614]
grant-amount: 50 bbox=[547, 355, 553, 362]
article-heading: WITH AUSTRALIAN FORCE bbox=[442, 161, 537, 170]
article-subheading: WOUNDED. bbox=[472, 73, 507, 80]
ad-heading: PIANOS. PIANOS. bbox=[742, 569, 793, 576]
ad-text: A Scathing Indictment of German Kultur, and an Impressive Tribute to the Memory of a Noble Woman, whose Bravery and Sacrifice Stirred the whole world. bbox=[706, 332, 829, 352]
article-text: Sir,—At the meeting held a few days ago a member of the chorus society, Mr. A. H. Miles, gave utterance to certain views in connection with Mr. Bernard F. Page, and as by a somewhat unusual coincidence there are two members of the society bearing the same names and initials, I desire to make it clear that I am not the A. H. Miles in question. bbox=[12, 654, 139, 701]
ad-text: Prices—2s., 1s. 6d., and 1s. Book at The Bristol Piano Co. bbox=[844, 175, 966, 189]
nightdress-illustration bbox=[974, 1369, 1074, 1519]
ad-text: YOUR PROGRAMME FOR THIS WEEK SHOULD include an inspection of VERY CHOICE SUPPLIES now being displayed by MILLIGAN'S, Kelburn Avenue. bbox=[567, 247, 688, 274]
column-3 bbox=[282, 36, 422, 1634]
town-hall-advertisement bbox=[562, 118, 693, 210]
grant-recipient: Catholic School, Lower Hutt bbox=[426, 315, 491, 322]
shop-name: PRINGLES LTD. bbox=[899, 1554, 1021, 1571]
article-text: The pictures, which are well taken, show the whole of the fight from various aspects, and furnish a full record of a championship contest the like of which has seldom been seen. In the early rounds Johnson was evidently confident, smiling, and sparring lightly. The big cowboy stood up to the attack. As the rounds went by the negro began to tire, and in the twenty-sixth round Willard landed the blow that sent the champion to the floor. bbox=[562, 666, 693, 720]
article-text: Messrs. Abraham and Williams, Ltd.'s programme of stock sales this week is as follows:—Tuesday, Waikanae and Martinborough; Wednesday, Featherston; Thursday, Masterton; Friday, Carterton. bbox=[148, 933, 277, 960]
ad-signature: N. NIGHTINGALE — Proprietress. bbox=[740, 693, 833, 700]
divider bbox=[436, 385, 543, 386]
design-number: 1667. bbox=[1016, 1524, 1032, 1532]
article-text: The submarine supply ships were very easily shaken up that week, and none more effectively than one trawler, which was actually a cleverly-constructed oil tank 'double skinned' all over. Nothing could be seen to distinguish her from the ordinary fishing fleet. bbox=[286, 565, 417, 599]
grant-recipient: Sailors' Friend Society bbox=[426, 321, 477, 328]
poster-caption: FAMOUS PLAYERS LASKY FEATURE bbox=[986, 252, 1093, 259]
ad-text: MR. F. E. HAYDEN'S Classes for Beginners in Ballroom Dancing commence on MONDAY, 6th MARCH, and will be held throughout the season on Monday and Wednesday Evenings. Private lessons by arrangement. bbox=[702, 412, 833, 439]
ad-heading: OVERLAND IN THE SUNNY SOUTH. ROYAL MAIL MOTOR SERVICE. bbox=[842, 486, 968, 499]
grant-recipient: Home of Compassion, Island Bay bbox=[426, 328, 502, 335]
grant-amount: £50 bbox=[544, 288, 553, 295]
article-text: Quite a lively time was experienced on one of the ships when in the channel an object which appeared to be a periscope was seen just lifting above the surface of a very calm sea. The lighting ship was about to warn her neighbour when from the latter vessel also the suspicious object was seen. A pretty game at once developed between the two ships. It was a game which had been fatal to submarines of the enemy before, but on this occasion the prey proved elusive. bbox=[286, 324, 417, 384]
